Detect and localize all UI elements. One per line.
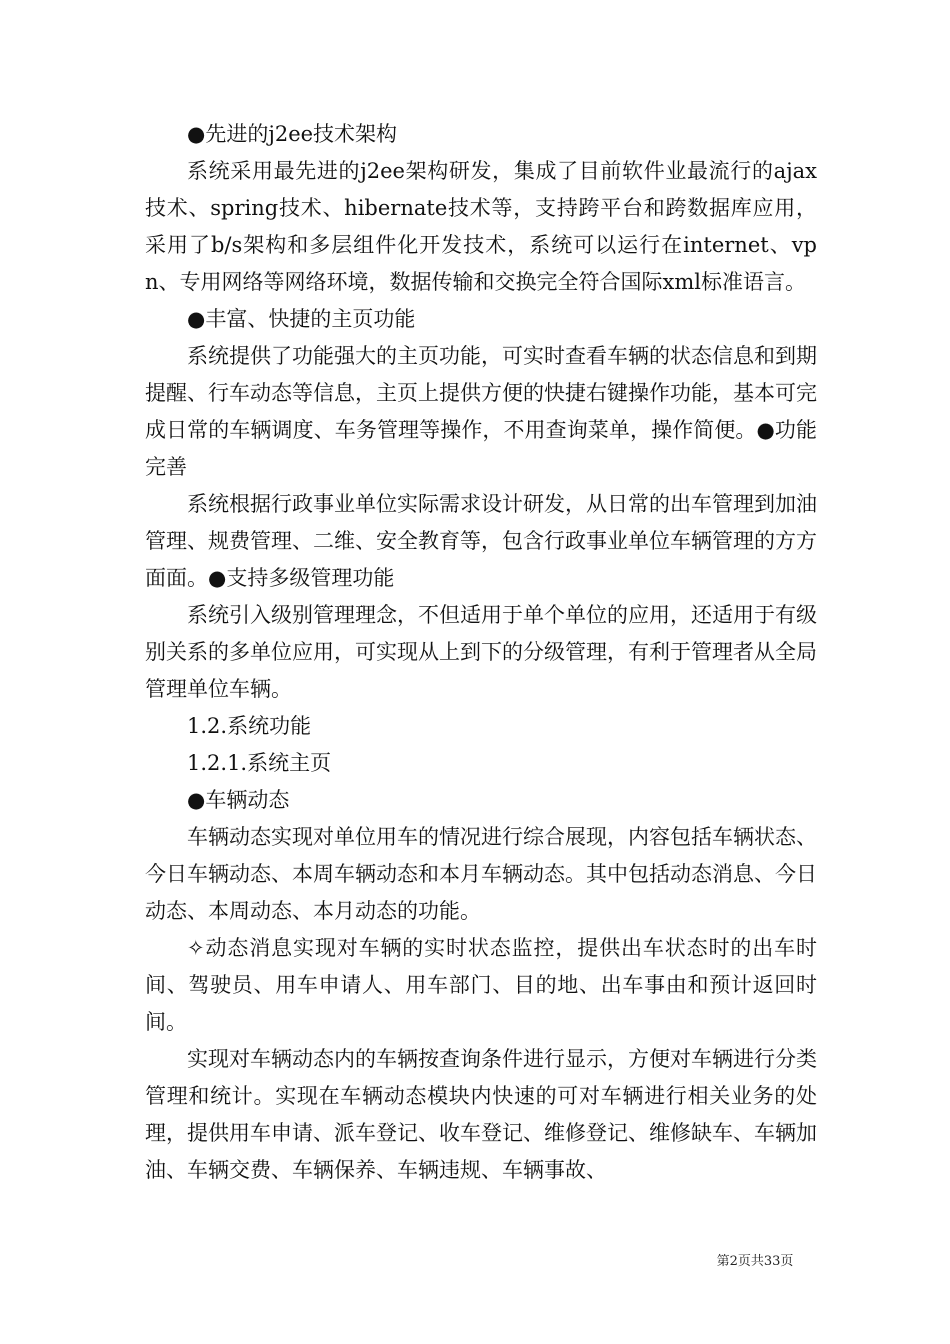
- paragraph-dynamic-messages: ✧动态消息实现对车辆的实时状态监控，提供出车状态时的出车时间、驾驶员、用车申请人、用车部门、目的地、出车事由和预计返回时间。: [145, 936, 817, 1034]
- paragraph-vehicle-query-operations: 实现对车辆动态内的车辆按查询条件进行显示，方便对车辆进行分类管理和统计。实现在车辆动态模块内快速的可对车辆进行相关业务的处理，提供用车申请、派车登记、收车登记、维修登记、维修缺车、车辆加油、车辆交费、车辆保养、车辆违规、车辆事故、: [145, 1047, 817, 1182]
- paragraph-complete-functions: 系统根据行政事业单位实际需求设计研发，从日常的出车管理到加油管理、规费管理、二维、安全教育等，包含行政事业单位车辆管理的方方面面。●支持多级管理功能: [145, 492, 817, 590]
- paragraph-j2ee-description: 系统采用最先进的j2ee架构研发，集成了目前软件业最流行的ajax技术、spring技术、hibernate技术等，支持跨平台和跨数据库应用，采用了b/s架构和多层组件化开发技术，系统可以运行在internet、vpn、专用网络等网络环境，数据传输和交换完全符合国际xml标准语言。: [145, 159, 817, 294]
- heading-homepage-features: ●丰富、快捷的主页功能: [187, 307, 416, 331]
- subsection-heading-system-homepage: 1.2.1.系统主页: [187, 751, 332, 775]
- page-number: 第2页共33页: [716, 1254, 794, 1269]
- heading-j2ee-architecture: ●先进的j2ee技术架构: [187, 122, 398, 146]
- paragraph-vehicle-dynamics: 车辆动态实现对单位用车的情况进行综合展现，内容包括车辆状态、今日车辆动态、本周车辆动态和本月车辆动态。其中包括动态消息、今日动态、本周动态、本月动态的功能。: [145, 825, 817, 923]
- paragraph-multilevel-management: 系统引入级别管理理念，不但适用于单个单位的应用，还适用于有级别关系的多单位应用，可实现从上到下的分级管理，有利于管理者从全局管理单位车辆。: [145, 603, 817, 701]
- document-body: [145, 116, 817, 1189]
- paragraph-homepage-description: 系统提供了功能强大的主页功能，可实时查看车辆的状态信息和到期提醒、行车动态等信息，主页上提供方便的快捷右键操作功能，基本可完成日常的车辆调度、车务管理等操作，不用查询菜单，操作简便。●功能完善: [145, 344, 817, 479]
- section-heading-system-functions: 1.2.系统功能: [187, 714, 312, 738]
- page-footer: [0, 1250, 950, 1269]
- heading-vehicle-dynamics: ●车辆动态: [187, 788, 290, 812]
